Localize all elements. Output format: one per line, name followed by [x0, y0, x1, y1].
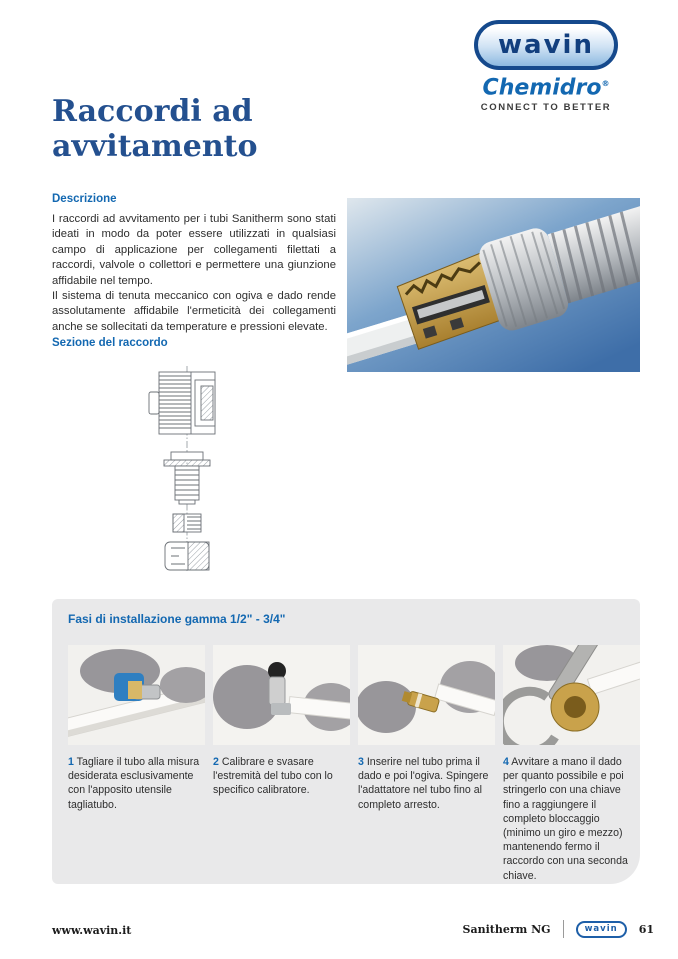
step-number: 1 [68, 756, 74, 768]
step-photo-4 [503, 645, 640, 745]
footer-product-name: Sanitherm NG [462, 922, 551, 936]
step-text: Inserire nel tubo prima il dado e poi l'ogiva. Spingere l'adattatore nel tubo fino al completo arresto. [358, 756, 489, 811]
wavin-footer-logo: wavin [576, 921, 627, 938]
description-paragraph: I raccordi ad avvitamento per i tubi Sanitherm sono stati ideati in modo da poter essere utilizzati in qualsiasi campo di applicazione per collegamenti filettati a raccordi, valvole o collettori e permettere una giunzione affidabile nel tempo. [52, 213, 336, 287]
glove [358, 681, 416, 733]
footer-right [463, 920, 654, 938]
description-heading: Descrizione [52, 193, 117, 205]
step-number: 4 [503, 756, 509, 768]
footer-website: www.wavin.it [52, 924, 132, 937]
nut [165, 542, 209, 570]
exploded-drawing [133, 366, 241, 571]
ogive-ring [173, 514, 201, 532]
step-text: Calibrare e svasare l'estremità del tubo con lo specifico calibratore. [213, 756, 333, 797]
threaded-body [149, 372, 215, 434]
wavin-logo-text: wavin [498, 30, 594, 60]
step-photo-row [68, 645, 640, 745]
step-number: 2 [213, 756, 219, 768]
step-text: Tagliare il tubo alla misura desiderata esclusivamente con l'apposito utensile tagliatubo. [68, 756, 200, 811]
brand-tagline: CONNECT TO BETTER [480, 102, 612, 114]
section-heading: Sezione del raccordo [52, 337, 168, 349]
description-paragraph: Il sistema di tenuta meccanico con ogiva e dado rende assolutamente affidabile l'ermeticità dei collegamenti anche se sollecitati da temperature e pressioni elevate. [52, 290, 336, 333]
page-title: Raccordi ad avvitamento [52, 94, 258, 164]
step-caption-row [68, 755, 640, 883]
installation-heading: Fasi di installazione gamma 1/2" - 3/4" [68, 612, 286, 626]
step-photo-1 [68, 645, 205, 745]
step-photo-3 [358, 645, 495, 745]
registered-mark: ® [601, 79, 610, 88]
step-caption-2 [213, 755, 350, 883]
step-caption-1 [68, 755, 205, 883]
wavin-logo [474, 20, 618, 70]
step-photo-2 [213, 645, 350, 745]
installation-panel [52, 599, 640, 884]
step-text: Avvitare a mano il dado per quanto possibile e poi stringerlo con una chiave fino a raggiungere il completo bloccaggio (minimo un giro e mezzo) mantenendo fermo il raccordo con una seconda chiave. [503, 756, 628, 882]
brand-block [474, 20, 618, 113]
fitting-cutaway-photo [347, 198, 640, 372]
adapter [164, 452, 210, 504]
product-photo [347, 198, 640, 372]
step-number: 3 [358, 756, 364, 768]
footer-divider [563, 920, 564, 938]
page-number: 61 [638, 922, 654, 936]
step-caption-3 [358, 755, 495, 883]
description-body [52, 212, 336, 335]
chemidro-logo: Chemidro® [482, 75, 610, 101]
step-caption-4 [503, 755, 640, 883]
fitting-exploded-view [133, 366, 241, 571]
